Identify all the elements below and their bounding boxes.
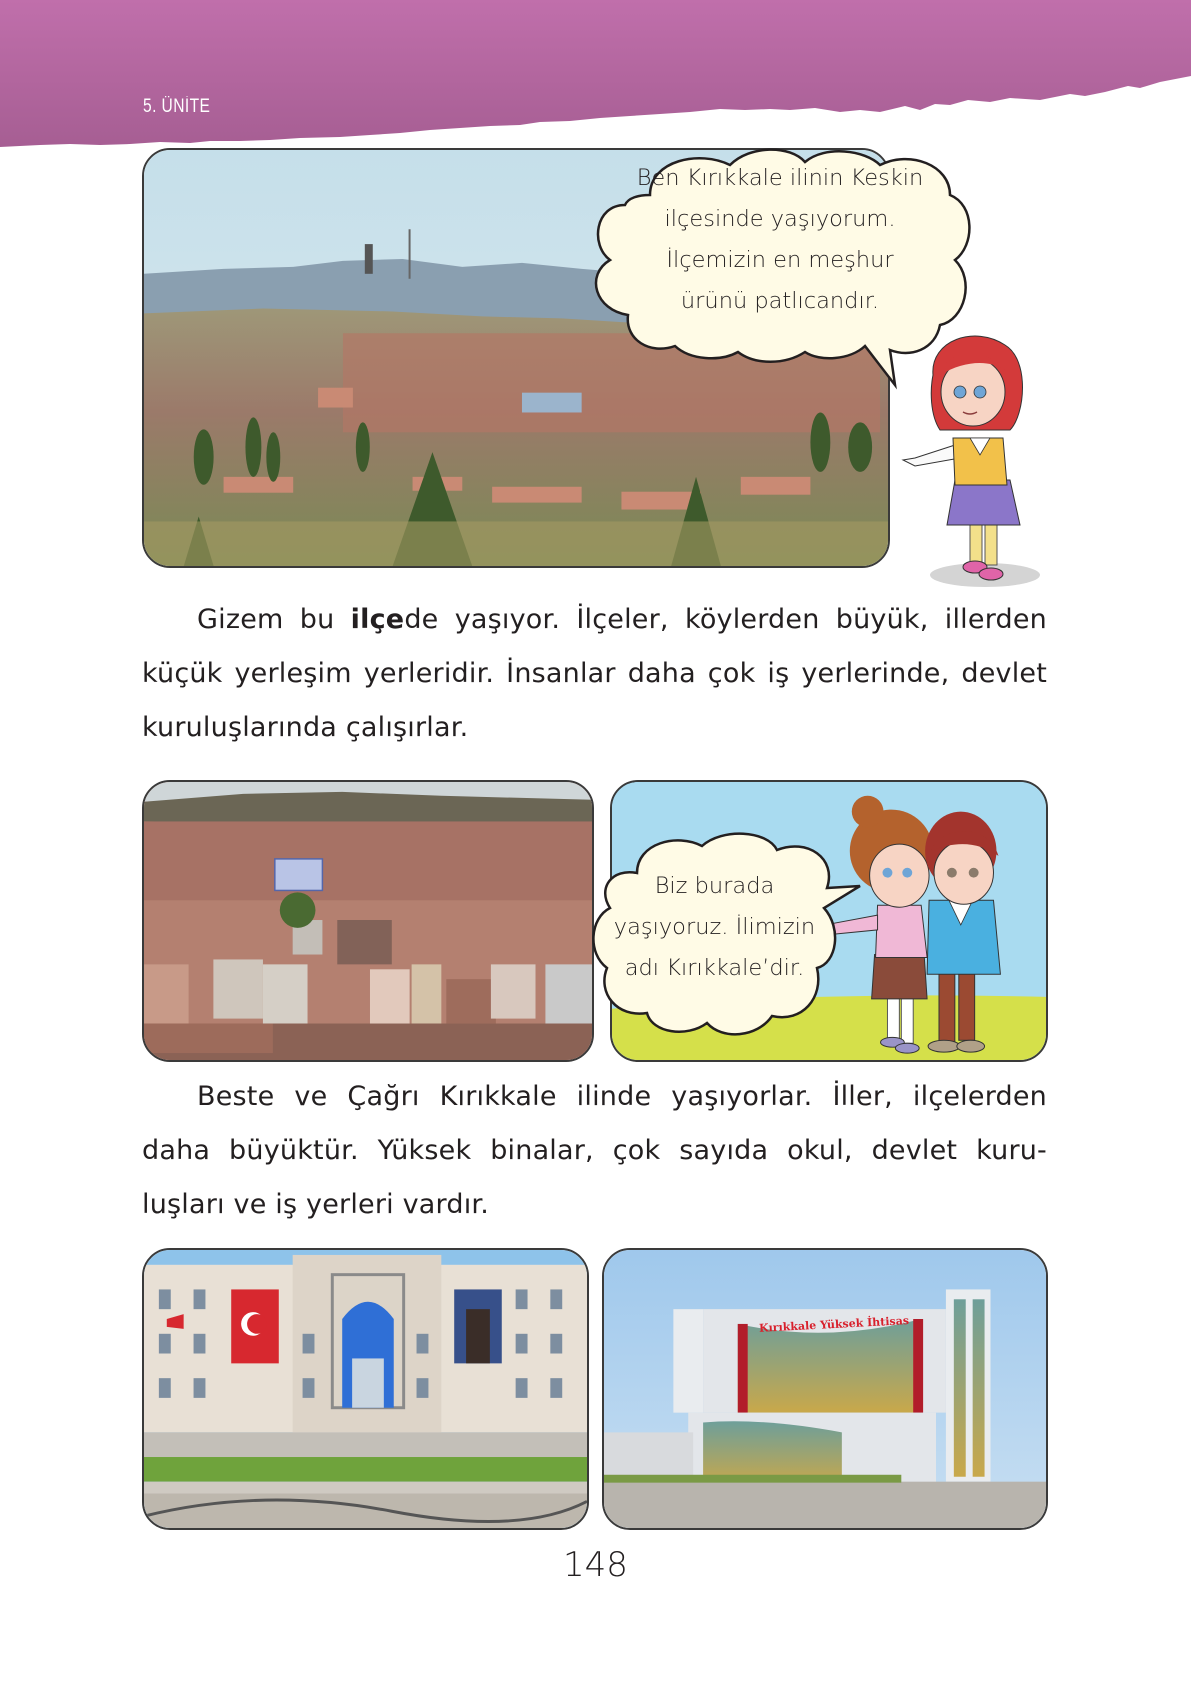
- government-building-icon: [144, 1250, 587, 1528]
- kirikkale-city-photo: [142, 780, 594, 1062]
- bubble-line: İlçemizin en meşhur: [666, 247, 894, 273]
- gizem-character-illustration: [885, 330, 1035, 590]
- paragraph-ilce: [142, 593, 1047, 755]
- bubble-line: ilçesinde yaşıyorum.: [664, 206, 896, 232]
- government-building-photo: [142, 1248, 589, 1530]
- text-run: de yaşıyor. İlçeler, köylerden büyük, illerden: [404, 604, 1047, 635]
- hospital-building-icon: [604, 1250, 1046, 1528]
- paragraph-line: Beste ve Çağrı Kırıkkale ilinde yaşıyorlar. İller, ilçelerden: [197, 1081, 1047, 1112]
- hospital-building-photo: [602, 1248, 1048, 1530]
- paragraph-line: daha büyüktür. Yüksek binalar, çok sayıda okul, devlet kuru-: [142, 1135, 1047, 1166]
- paragraph-line: küçük yerleşim yerleridir. İnsanlar daha çok iş yerlerinde, devlet: [142, 658, 1047, 689]
- bubble-line: Ben Kırıkkale ilinin Keskin: [636, 165, 924, 191]
- paragraph-line: [142, 593, 1047, 647]
- bubble-line: adı Kırıkkale’dir.: [624, 955, 805, 981]
- page-number: 148: [563, 1545, 628, 1585]
- hospital-sign-text: Kırıkkale Yüksek İhtisas: [758, 1314, 910, 1335]
- paragraph-line: kuruluşlarında çalışırlar.: [142, 712, 469, 743]
- bubble-line: yaşıyoruz. İlimizin: [613, 914, 816, 940]
- paragraph-il: [142, 1070, 1047, 1232]
- city-photo-icon: [144, 782, 592, 1060]
- torn-paper-band-icon: [0, 0, 1191, 160]
- keyword-ilce: ilçe: [350, 604, 405, 635]
- unit-header-band: [0, 0, 1191, 160]
- paragraph-line: luşları ve iş yerleri vardır.: [142, 1189, 490, 1220]
- girl-character-icon: [885, 330, 1035, 590]
- bubble-line: Biz burada: [654, 873, 775, 899]
- bubble-line: ürünü patlıcandır.: [680, 288, 880, 314]
- unit-label: 5. ÜNİTE: [143, 96, 211, 117]
- beste-cagri-speech-bubble: [592, 828, 854, 1042]
- text-run: Gizem bu: [197, 604, 351, 635]
